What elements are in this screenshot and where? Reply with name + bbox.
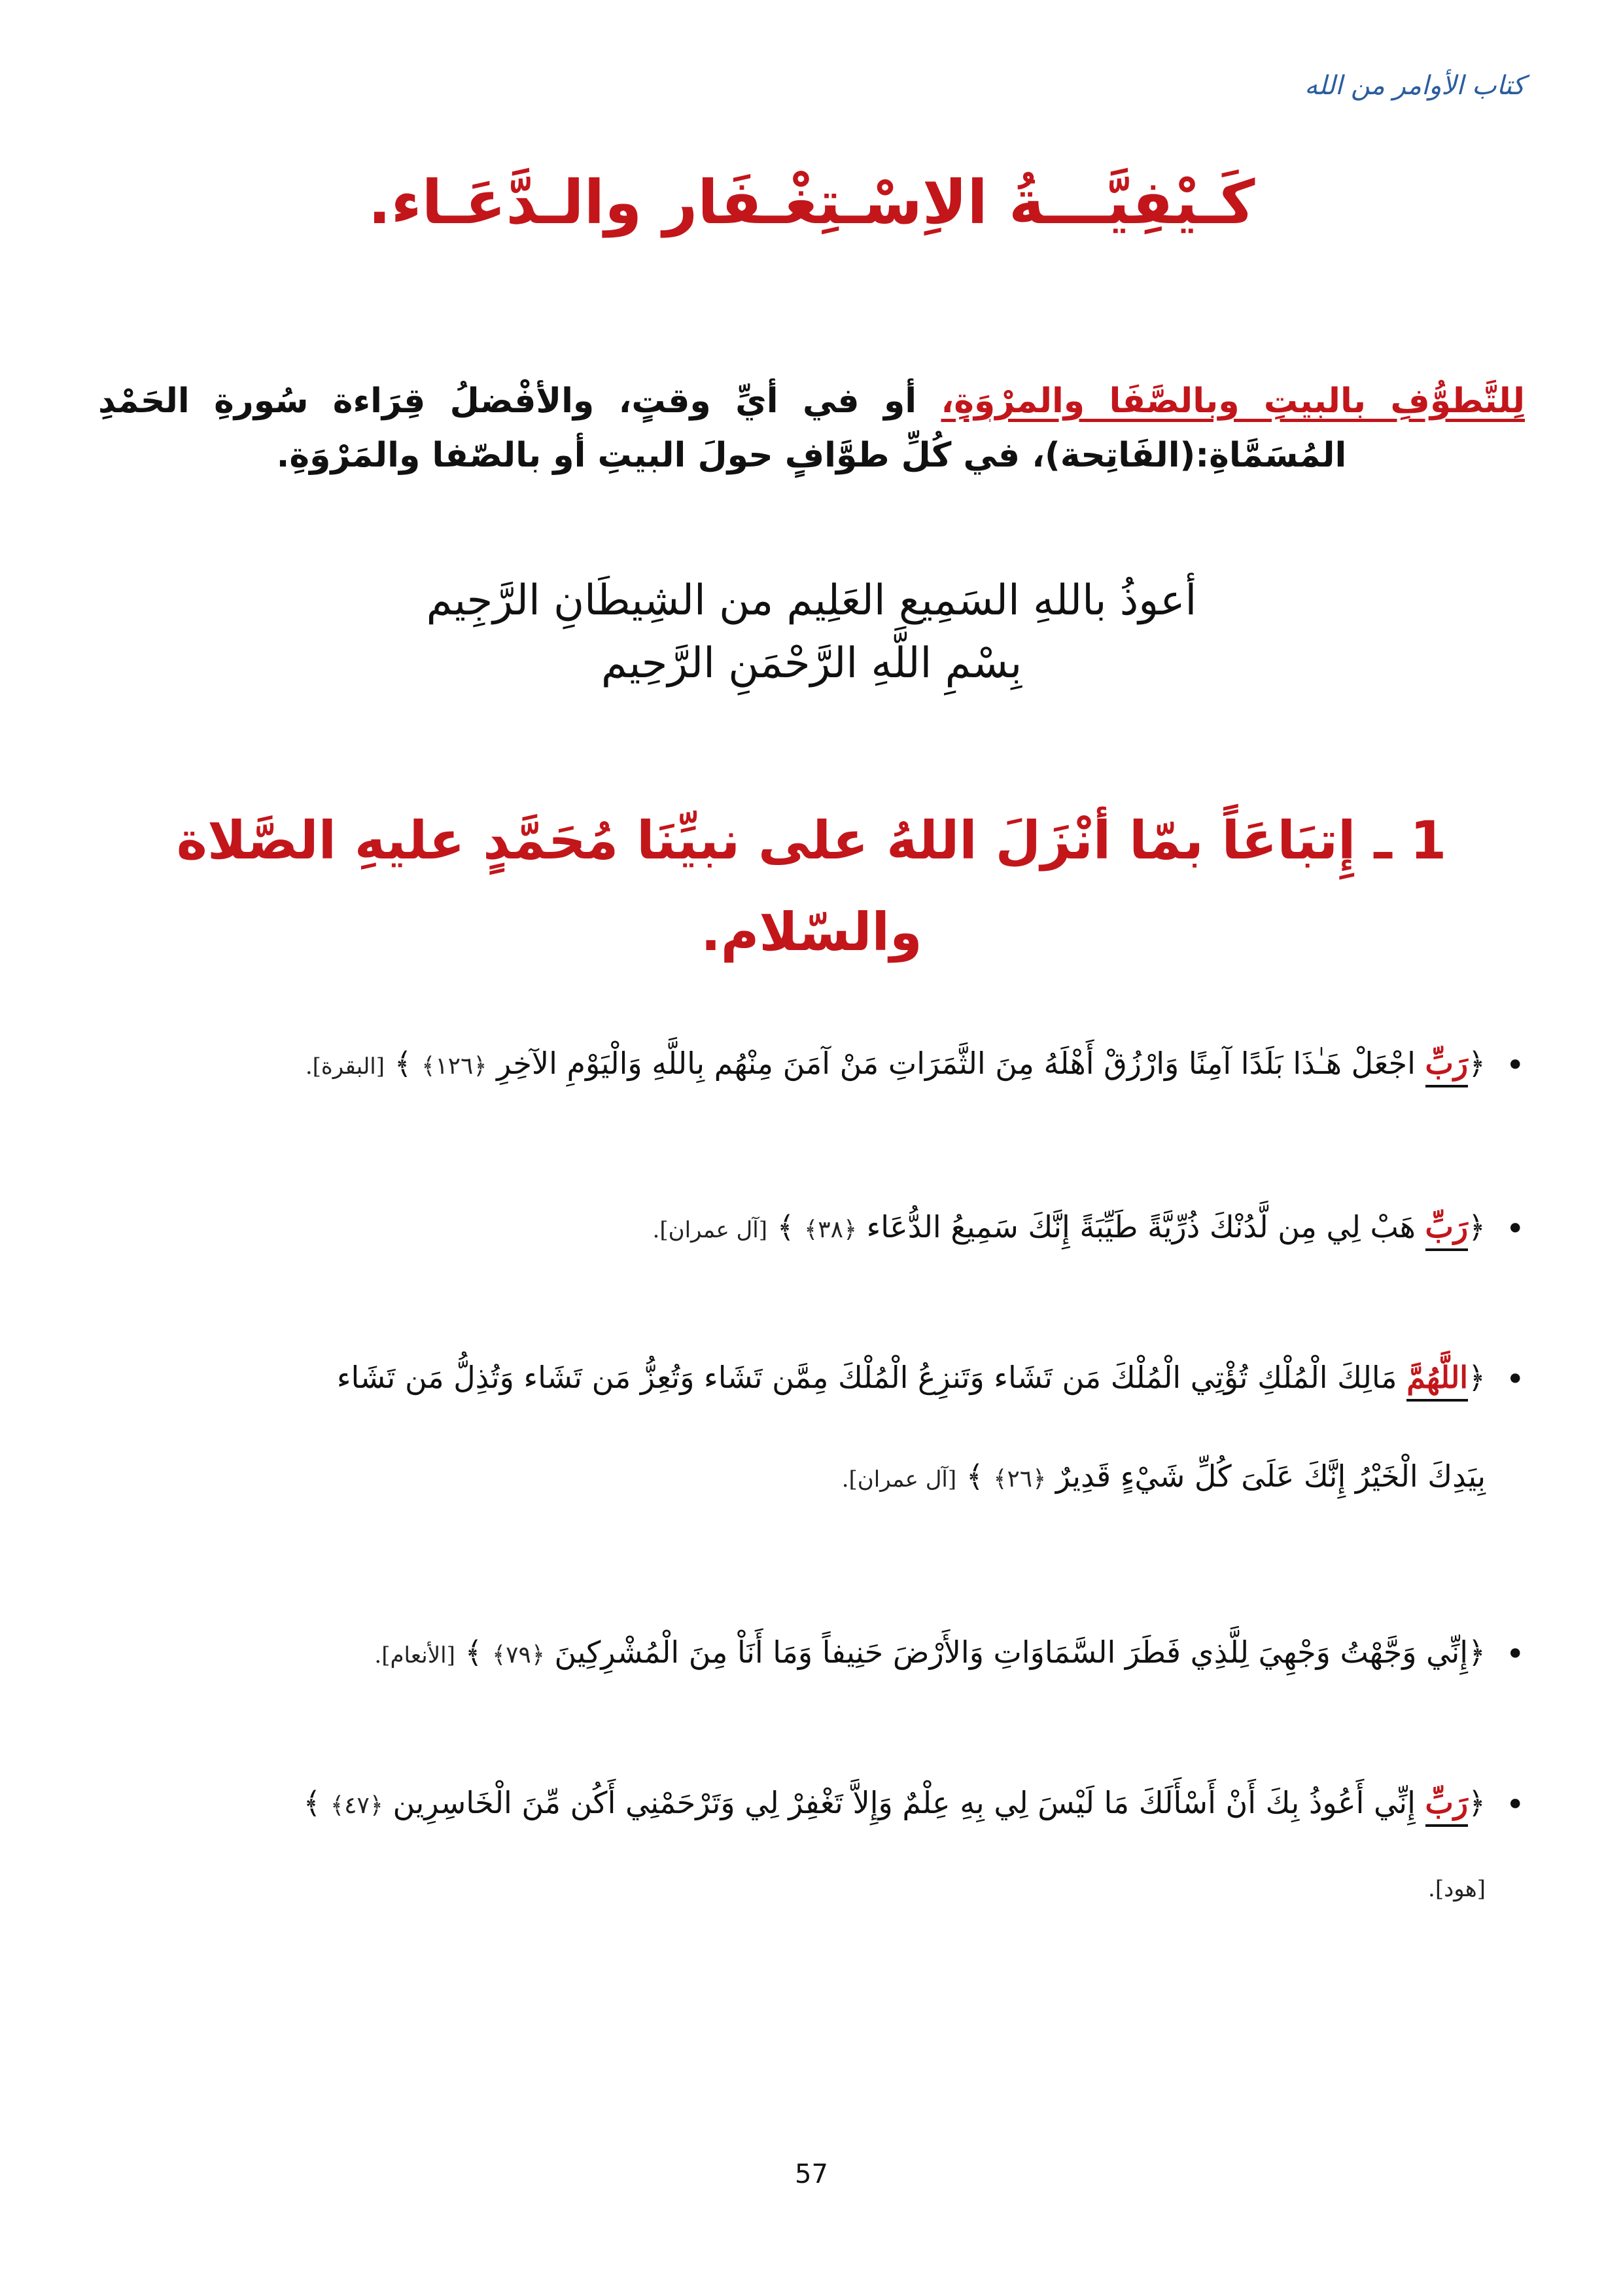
dua-item: • ﴿رَبِّ هَبْ لِي مِن لَّدُنْكَ ذُرِّيَّةً طَيِّبَةً إِنَّكَ سَمِيعُ الدُّعَاء ﴿٣٨﴾ ﴾ [آل عمران]. (98, 1204, 1525, 1250)
book-header-mark: كتاب الأوامر من الله (1304, 71, 1525, 101)
basmala-line: بِسْمِ اللَّهِ الرَّحْمَنِ الرَّحِيم (601, 639, 1022, 688)
ayah-number: ﴿١٢٦﴾ (421, 1053, 487, 1080)
dua-text: اجْعَلْ هَـٰذَا بَلَدًا آمِنًا وَارْزُقْ أَهْلَهُ مِنَ الثَّمَرَاتِ مَنْ آمَنَ مِنْهُم بِاللَّهِ وَالْيَوْمِ الآخِرِ (497, 1046, 1425, 1081)
dua-item: • ﴿رَبِّ اجْعَلْ هَـٰذَا بَلَدًا آمِنًا وَارْزُقْ أَهْلَهُ مِنَ الثَّمَرَاتِ مَنْ آمَنَ مِنْهُم بِاللَّهِ وَالْيَوْمِ الآخِرِ ﴿١٢٦﴾ ﴾ [البقرة]. (98, 1040, 1525, 1087)
dua-text-continuation: بِيَدِكَ الْخَيْرُ إِنَّكَ عَلَىَ كُلِّ شَيْءٍ قَدِيرٌ ﴿٢٦﴾ ﴾ [آل عمران]. (841, 1458, 1486, 1494)
surah-source: [هود]. (1428, 1876, 1486, 1903)
section-heading (98, 795, 1525, 978)
intro-text: أو في أيِّ وقتٍ، والأفْضلُ قِرَاءة سُورةِ الحَمْدِ المُسَمَّاةِ:(الفَاتِحة)، في كُلِّ طوَّافٍ حولَ البيتِ أو بالصّفا والمَرْوَةِ. (98, 381, 1347, 476)
dua-text: هَبْ لِي مِن لَّدُنْكَ ذُرِّيَّةً طَيِّبَةً إِنَّكَ سَمِيعُ الدُّعَاء (866, 1209, 1425, 1245)
page-number: 57 (795, 2159, 828, 2189)
ayah-number: ﴿٣٨﴾ (804, 1216, 858, 1243)
surah-source: [آل عمران]. (841, 1466, 957, 1493)
page-title: كَـيْفِيَّـــةُ الاِسْـتِغْـفَار والـدَّعَـاء. (368, 168, 1255, 238)
section-heading-text: ـ إِتبَاعَاً بمّا أنْزَلَ اللهُ على نبيِّنَا مُحَمَّدٍ عليهِ الصَّلاة والسّلام. (176, 810, 1392, 963)
dua-lead-word: رَبِّ (1425, 1046, 1469, 1087)
intro-highlight: لِلتَّطوُّفِ بالبيتِ وبالصَّفَا والمرْوَةِ، (941, 381, 1525, 421)
dua-item: • ﴿اللَّهُمَّ مَالِكَ الْمُلْكِ تُؤْتِي الْمُلْكَ مَن تَشَاء وَتَنزِعُ الْمُلْكَ مِمَّن تَشَاء وَتُعِزُّ مَن تَشَاء وَتُذِلُّ مَن تَشَاء بِيَدِكَ الْخَيْرُ إِنَّكَ عَلَىَ كُلِّ شَيْءٍ قَدِيرٌ ﴿٢٦﴾ ﴾ [آل عمران]. (98, 1354, 1525, 1500)
dua-lead-word: رَبِّ (1425, 1785, 1469, 1827)
dua-item: • ﴿إِنِّي وَجَّهْتُ وَجْهِيَ لِلَّذِي فَطَرَ السَّمَاوَاتِ وَالأَرْضَ حَنِيفاً وَمَا أَنَاْ مِنَ الْمُشْرِكِينَ ﴿٧٩﴾ ﴾ [الأنعام]. (98, 1629, 1525, 1676)
dua-lead-word: اللَّهُمَّ (1406, 1360, 1468, 1402)
isti-adha-line: أعوذُ باللهِ السَمِيع العَلِيم من الشِيطَانِ الرَّجِيم (426, 576, 1197, 625)
dua-text: إِنِّي وَجَّهْتُ وَجْهِيَ لِلَّذِي فَطَرَ السَّمَاوَاتِ وَالأَرْضَ حَنِيفاً وَمَا أَنَاْ مِنَ الْمُشْرِكِينَ (554, 1634, 1469, 1670)
section-number: 1 (1410, 810, 1447, 871)
intro-paragraph (98, 374, 1525, 483)
dua-text: إِنِّي أَعُوذُ بِكَ أَنْ أَسْأَلَكَ مَا لَيْسَ لِي بِهِ عِلْمٌ وَإِلاَّ تَغْفِرْ لِي وَتَرْحَمْنِي أَكُن مِّنَ الْخَاسِرِين (393, 1785, 1425, 1820)
dua-text: مَالِكَ الْمُلْكِ تُؤْتِي الْمُلْكَ مَن تَشَاء وَتَنزِعُ الْمُلْكَ مِمَّن تَشَاء وَتُعِزُّ مَن تَشَاء وَتُذِلُّ مَن تَشَاء (336, 1360, 1407, 1395)
ayah-number: ﴿٧٩﴾ (492, 1642, 545, 1669)
surah-source: [الأنعام]. (374, 1642, 455, 1669)
surah-source: [البقرة]. (305, 1053, 385, 1080)
ayah-number: ﴿٤٧﴾ (330, 1792, 383, 1819)
ayah-number: ﴿٢٦﴾ (993, 1466, 1047, 1493)
dua-item: • ﴿رَبِّ إِنِّي أَعُوذُ بِكَ أَنْ أَسْأَلَكَ مَا لَيْسَ لِي بِهِ عِلْمٌ وَإِلاَّ تَغْفِرْ لِي وَتَرْحَمْنِي أَكُن مِّنَ الْخَاسِرِين ﴿٤٧﴾ ﴾ [هود]. (98, 1780, 1525, 1907)
surah-source: [آل عمران]. (652, 1217, 767, 1243)
basmala-block (0, 569, 1623, 695)
dua-lead-word: رَبِّ (1425, 1209, 1469, 1251)
dua-text-line2: بِيَدِكَ الْخَيْرُ إِنَّكَ عَلَىَ كُلِّ شَيْءٍ قَدِيرٌ (1055, 1458, 1486, 1494)
